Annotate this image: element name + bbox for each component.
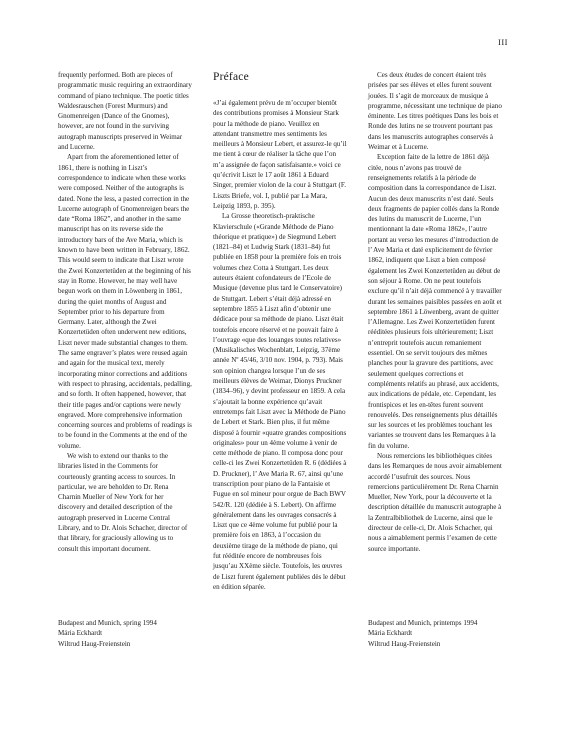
english-signature xyxy=(58,618,192,649)
paragraph: Exception faite de la lettre de 1861 déjà citée, nous n’avons pas trouvé de renseignements relatifs à la période de composition dans la correspondance de Liszt. Aucun des deux manuscrits n’est daté. Seuls deux fragments de papier collés dans la Ronde des lutins du manuscrit de Lucerne, l’un mentionnant la date «Roma 1862», l’autre portant au verso les mesures d’introduction de l’ Ave Maria et daté explicitement de février 1862, indiquent que Liszt a bien composé également les Zwei Konzertetüden au début de son séjour à Rome. On ne peut toutefois exclure qu’il n’ait déjà commencé à y travailler durant les semaines paisibles passées en août et septembre 1861 à Löwenberg, avant de quitter l’Allemagne. Les Zwei Konzertetüden furent rééditées plusieurs fois ultérieurement; Liszt n’entreprit toutefois aucun remaniement essentiel. On se servit toujours des mêmes planches pour la gravure des partitions, avec seulement quelques corrections et compléments relatifs au phrasé, aux accidents, aux indications de pédale, etc. Cependant, les frontispices et les en-têtes furent souvent renouvelés. Des renseignements plus détaillés sur les sources et les problèmes touchant les variantes se trouvent dans les Remarques à la fin du volume. xyxy=(368,153,502,450)
page-number: III xyxy=(498,37,508,47)
paragraph: Apart from the aforementioned letter of 1861, there is nothing in Liszt’s correspondence to indicate when these works were composed. Neither of the autographs is dated. None the less, a pasted correction in the Lucerne autograph of Gnomenreigen bears the date “Roma 1862”, and another in the same manuscript has on its reverse side the introductory bars of the Ave Maria, which is known to have been written in February, 1862. This would seem to indicate that Liszt wrote the Zwei Konzertetüden at the beginning of his stay in Rome. However, he may well have begun work on them in Löwenberg in 1861, during the quiet months of August and September prior to his departure from Germany. Later, although the Zwei Konzertetüden often underwent new editions, Liszt never made substantial changes to them. The same engraver’s plates were reused again and again for the musical text, merely incorporating minor corrections and additions with respect to phrasing, accidentals, pedalling, and so forth. It often happened, however, that their title pages and/or captions were newly engraved. More comprehensive information concerning sources and problems of readings is to be found in the Comments at the end of the volume. xyxy=(58,153,192,450)
signature-author: Mária Eckhardt xyxy=(368,629,413,638)
signature-author: Mária Eckhardt xyxy=(58,629,103,638)
signature-author: Wiltrud Haug-Freienstein xyxy=(368,639,441,648)
paragraph: Ces deux études de concert étaient très prisées par ses élèves et elles furent souvent jouées. Il s’agit de morceaux de musique à programme, nécessitant une technique de piano éminente. Les titres poétiques Dans les bois et Ronde des lutins ne se trouvent pourtant pas dans les manuscrits autographes conservés à Weimar et à Lucerne. xyxy=(368,71,502,152)
french-text-column xyxy=(368,70,502,554)
signature-place-date: Budapest and Munich, printemps 1994 xyxy=(368,619,478,627)
french-signature xyxy=(368,618,502,649)
paragraph: frequently performed. Both are pieces of programmatic music requiring an extraordinary command of piano technique. The poetic titles Waldesrauschen (Forest Murmurs) and Gnomenreigen (Dance of the Gnomes), however, are not found in the surviving autograph manuscripts preserved in Weimar and Lucerne. xyxy=(58,71,192,152)
paragraph: «J’ai également prévu de m’occuper bientôt des contributions promises à Monsieur Stark pour la méthode de piano. Veuillez en attendant transmettre mes sentiments les meilleurs à Monsieur Lebert, et assurez-le qu’il me tient à cœur de réaliser la tâche que l’on m’a assignée de façon satisfaisante.» voici ce qu’écrivit Liszt le 17 août 1861 à Eduard Singer, premier violon de la cour à Stuttgart (F. Liszts Briefe, vol. I, publié par La Mara, Leipzig 1893, p. 395). xyxy=(213,99,347,210)
paragraph: We wish to extend our thanks to the libraries listed in the Comments for courteously granting access to sources. In particular, we are beholden to Dr. Rena Charnin Mueller of New York for her discovery and detailed description of the autograph preserved in Lucerne Central Library, and to Dr. Alois Schacher, director of that library, for graciously allowing us to consult this important document. xyxy=(58,451,188,553)
paragraph: Nous remercions les bibliothèques citées dans les Remarques de nous avoir aimablement accordé l’usufruit des sources. Nous remercions particulièrement Dr. Rena Charnin Mueller, New York, pour la découverte et la description détaillée du manuscrit autographe à la Zentralbibliothek de Lucerne, ainsi que le directeur de celle-ci, Dr. Alois Schacher, qui nous a aimablement permis l’examen de cette source importante. xyxy=(368,451,502,553)
preface-heading: Préface xyxy=(213,71,249,83)
signature-place-date: Budapest and Munich, spring 1994 xyxy=(58,619,157,627)
french-preface-column xyxy=(213,70,347,592)
signature-author: Wiltrud Haug-Freienstein xyxy=(58,639,131,648)
english-text-column xyxy=(58,70,192,554)
paragraph: La Grosse theoretisch-praktische Klavierschule («Grande Méthode de Piano théorique et pratique») de Siegmund Lebert (1821–84) et Ludwig Stark (1831–84) fut publiée en 1858 pour la première fois en trois volumes chez Cotta à Stuttgart. Les deux auteurs étaient cofondateurs de l’Ecole de Musique (devenue plus tard le Conservatoire) de Stuttgart. Lebert s’était déjà adressé en septembre 1855 à Liszt afin d’obtenir une dédicace pour sa méthode de piano. Liszt était toutefois encore réservé et ne pouvait faire à l’ouvrage «que des louanges toutes relatives» (Musikalisches Wochenblatt, Leipzig, 37ème année Nº 45/46, 3/10 nov. 1904, p. 793). Mais son opinion changea lorsque l’un de ses meilleurs élèves de Weimar, Dionys Pruckner (1834–96), y devint professeur en 1859. A cela s’ajoutait la bonne expérience qu’avait entretemps fait Liszt avec la Méthode de Piano de Lebert et Stark. Bien plus, il fut même disposé à fournir «quatre grandes compositions originales» pour un 4ème volume à venir de cette méthode de piano. Il composa donc pour celle-ci les Zwei Konzertetüden R. 6 (dédiées à D. Pruckner), l’ Ave Maria R. 67, ainsi qu’une transcription pour piano de la Fantaisie et Fugue en sol mineur pour orgue de Bach BWV 542/R. 120 (dédiée à S. Lebert). On affirme généralement dans les ouvrages consacrés à Liszt que ce 4ème volume fut publié pour la première fois en 1863, à l’occasion du deuxième tirage de la méthode de piano, qui fut rééditée encore de nombreuses fois jusqu’au XXème siècle. Toutefois, les œuvres de Liszt furent également publiées dès le début en édition séparée. xyxy=(213,212,347,591)
